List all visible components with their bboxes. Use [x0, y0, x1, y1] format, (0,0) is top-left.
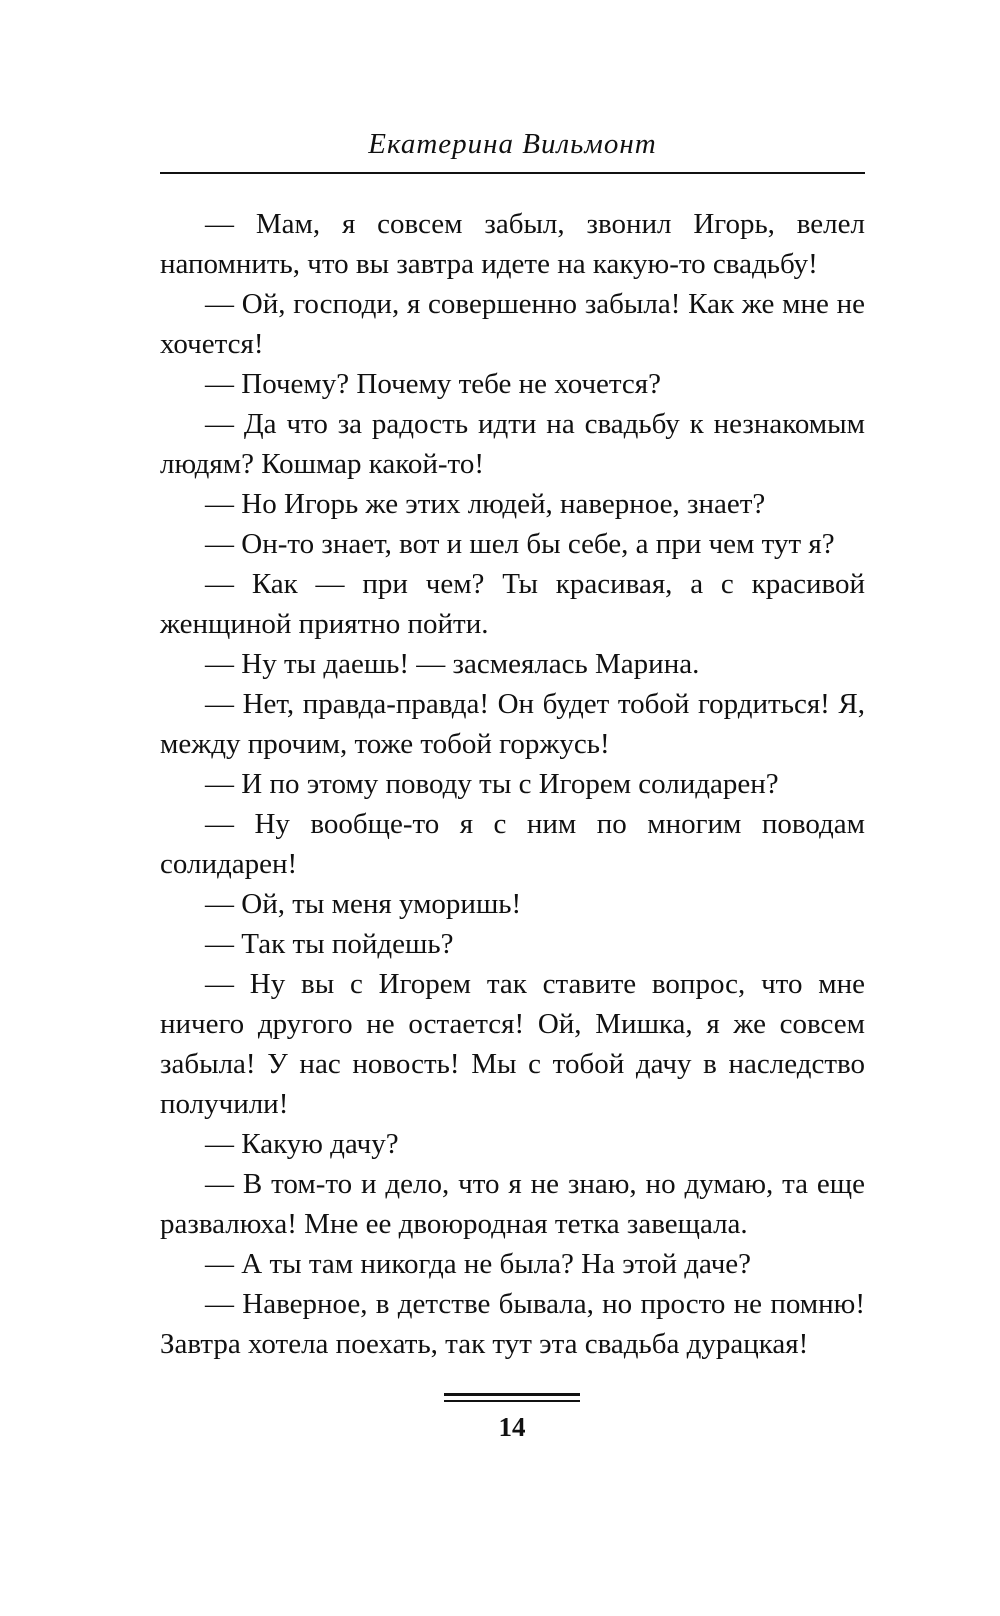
- page-number: 14: [498, 1412, 526, 1442]
- paragraph: — Да что за радость идти на свадьбу к незнакомым людям? Кошмар какой-то!: [160, 408, 865, 480]
- paragraph: — Ой, господи, я совершенно забыла! Как же мне не хочется!: [160, 288, 865, 360]
- paragraph: — Ой, ты меня уморишь!: [205, 888, 522, 920]
- paragraph: — А ты там никогда не была? На этой даче?: [205, 1248, 752, 1280]
- body-text: [160, 204, 865, 1364]
- paragraph: — Ну вы с Игорем так ставите вопрос, что мне ничего другого не остается! Ой, Мишка, я же совсем забыла! У нас новость! Мы с тобой дачу в наследство получили!: [160, 968, 865, 1120]
- paragraph: — В том-то и дело, что я не знаю, но думаю, та еще развалюха! Мне ее двоюродная тетка завещала.: [160, 1168, 865, 1240]
- paragraph: — Какую дачу?: [205, 1128, 399, 1160]
- paragraph: — Ну ты даешь! — засмеялась Марина.: [205, 648, 700, 680]
- paragraph: — Он-то знает, вот и шел бы себе, а при чем тут я?: [205, 528, 835, 560]
- paragraph: — Мам, я совсем забыл, звонил Игорь, велел напомнить, что вы завтра идете на какую-то свадьбу!: [160, 208, 865, 280]
- paragraph: — Наверное, в детстве бывала, но просто не помню! Завтра хотела поехать, так тут эта свадьба дурацкая!: [160, 1288, 865, 1360]
- running-head-author: Екатерина Вильмонт: [368, 128, 657, 160]
- paragraph: — Нет, правда-правда! Он будет тобой гордиться! Я, между прочим, тоже тобой горжусь!: [160, 688, 865, 760]
- paragraph: — И по этому поводу ты с Игорем солидарен?: [205, 768, 779, 800]
- footer-double-rule-bottom: [444, 1400, 580, 1402]
- paragraph: — Как — при чем? Ты красивая, а с красивой женщиной приятно пойти.: [160, 568, 865, 640]
- paragraph: — Почему? Почему тебе не хочется?: [205, 368, 662, 400]
- paragraph: — Так ты пойдешь?: [205, 928, 454, 960]
- paragraph: — Ну вообще-то я с ним по многим поводам солидарен!: [160, 808, 865, 880]
- footer-double-rule-top: [444, 1393, 580, 1396]
- paragraph: — Но Игорь же этих людей, наверное, знает?: [205, 488, 766, 520]
- header-divider: [160, 172, 865, 174]
